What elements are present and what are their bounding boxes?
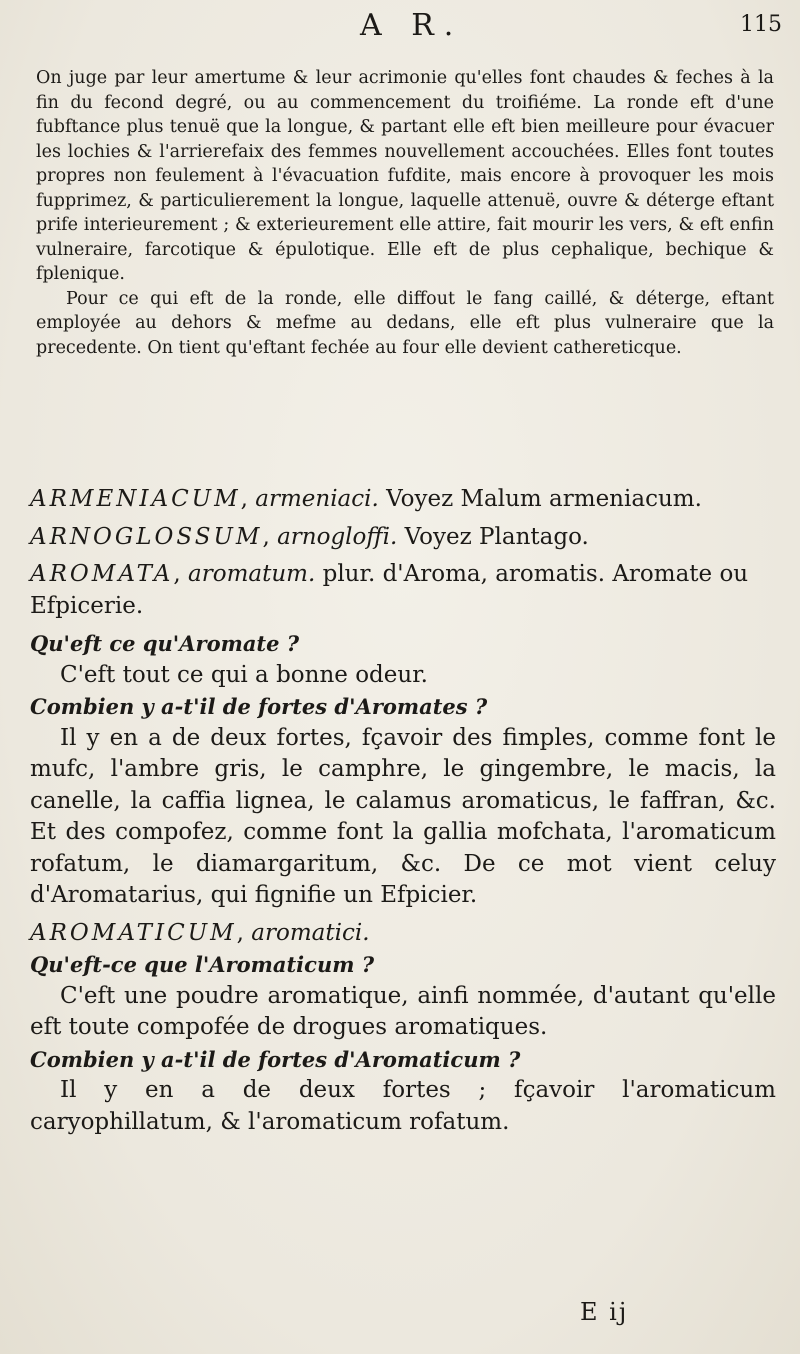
entry-headword: AROMATICUM [30,919,237,946]
question: Combien y a-t'il de fortes d'Aromaticum ? [30,1046,521,1072]
entry-headword: ARMENIACUM [30,486,241,512]
entry-genitive: aromatici. [251,919,370,946]
entry-text: Voyez Plantago. [404,523,589,550]
entry-headword: AROMATA [30,561,174,587]
entry-armeniacum: ARMENIACUM, armeniaci. Voyez Malum armeniacum. [30,486,702,512]
page-number: 115 [740,12,782,37]
entry-genitive: armeniaci. [255,486,379,512]
paragraph-aristolochia-1: On juge par leur amertume & leur acrimonie qu'elles font chaudes & feches à la fin du fecond degré, ou au commencement du troifiéme. La ronde eft d'une fubftance plus tenuë que la longue, & partant elle eft bien meilleure pour évacuer les lochies & l'arrierefaix des femmes nouvellement accouchées. Elles font toutes propres non feulement à l'évacuation fufdite, mais encore à provoquer les mois fupprimez, & particulierement la longue, laquelle attenuë, ouvre & déterge eftant prife interieurement ; & exterieurement elle attire, fait mourir les vers, & eft enfin vulneraire, farcotique & épulotique. Elle eft de plus cephalique, bechique & fplenique. [36,68,774,284]
dictionary-entries [30,484,776,1138]
entry-genitive: aromatum. [188,561,316,587]
running-head: A R. [360,8,464,43]
entry-text: Voyez Malum armeniacum. [386,486,702,512]
entry-aromaticum: AROMATICUM, aromatici. [30,919,370,946]
entry-text: plur. d'Aroma, aromatis. Aromate ou Efpicerie. [30,561,749,619]
question: Qu'eft-ce que l'Aromaticum ? [30,952,375,977]
entry-aromata: AROMATA, aromatum. plur. d'Aroma, aromatis. Aromate ou Efpicerie. [30,561,749,619]
answer: C'eft tout ce qui a bonne odeur. [60,661,428,688]
question: Combien y a-t'il de fortes d'Aromates ? [30,694,488,719]
paragraph-aristolochia-2: Pour ce qui eft de la ronde, elle diffout le fang caillé, & déterge, eftant employée au dehors & mefme au dedans, elle eft plus vulneraire que la precedente. On tient qu'eftant fechée au four elle devient cathereticque. [36,288,774,358]
signature-mark: E ij [580,1298,629,1326]
question: Qu'eft ce qu'Aromate ? [30,631,300,656]
answer: Il y en a de deux fortes ; fçavoir l'aromaticum caryophillatum, & l'aromaticum rofatum. [30,1077,776,1135]
entry-headword: ARNOGLOSSUM [30,523,263,550]
page-header [0,8,800,48]
entry-arnoglossum: ARNOGLOSSUM, arnogloffi. Voyez Plantago. [30,523,589,550]
answer: Il y en a de deux fortes, fçavoir des fimples, comme font le mufc, l'ambre gris, le camphre, le gingembre, le macis, la canelle, la caffia lignea, le calamus aromaticus, le faffran, &c. Et des compofez, comme font la gallia mofchata, l'aromaticum rofatum, le diamargaritum, &c. De ce mot vient celuy d'Aromatarius, qui fignifie un Efpicier. [30,724,776,908]
entry-genitive: arnogloffi. [277,523,398,550]
paragraph-group-aristolochia [36,66,774,360]
answer: C'eft une poudre aromatique, ainfi nommée, d'autant qu'elle eft toute compofée de drogues aromatiques. [30,982,776,1040]
